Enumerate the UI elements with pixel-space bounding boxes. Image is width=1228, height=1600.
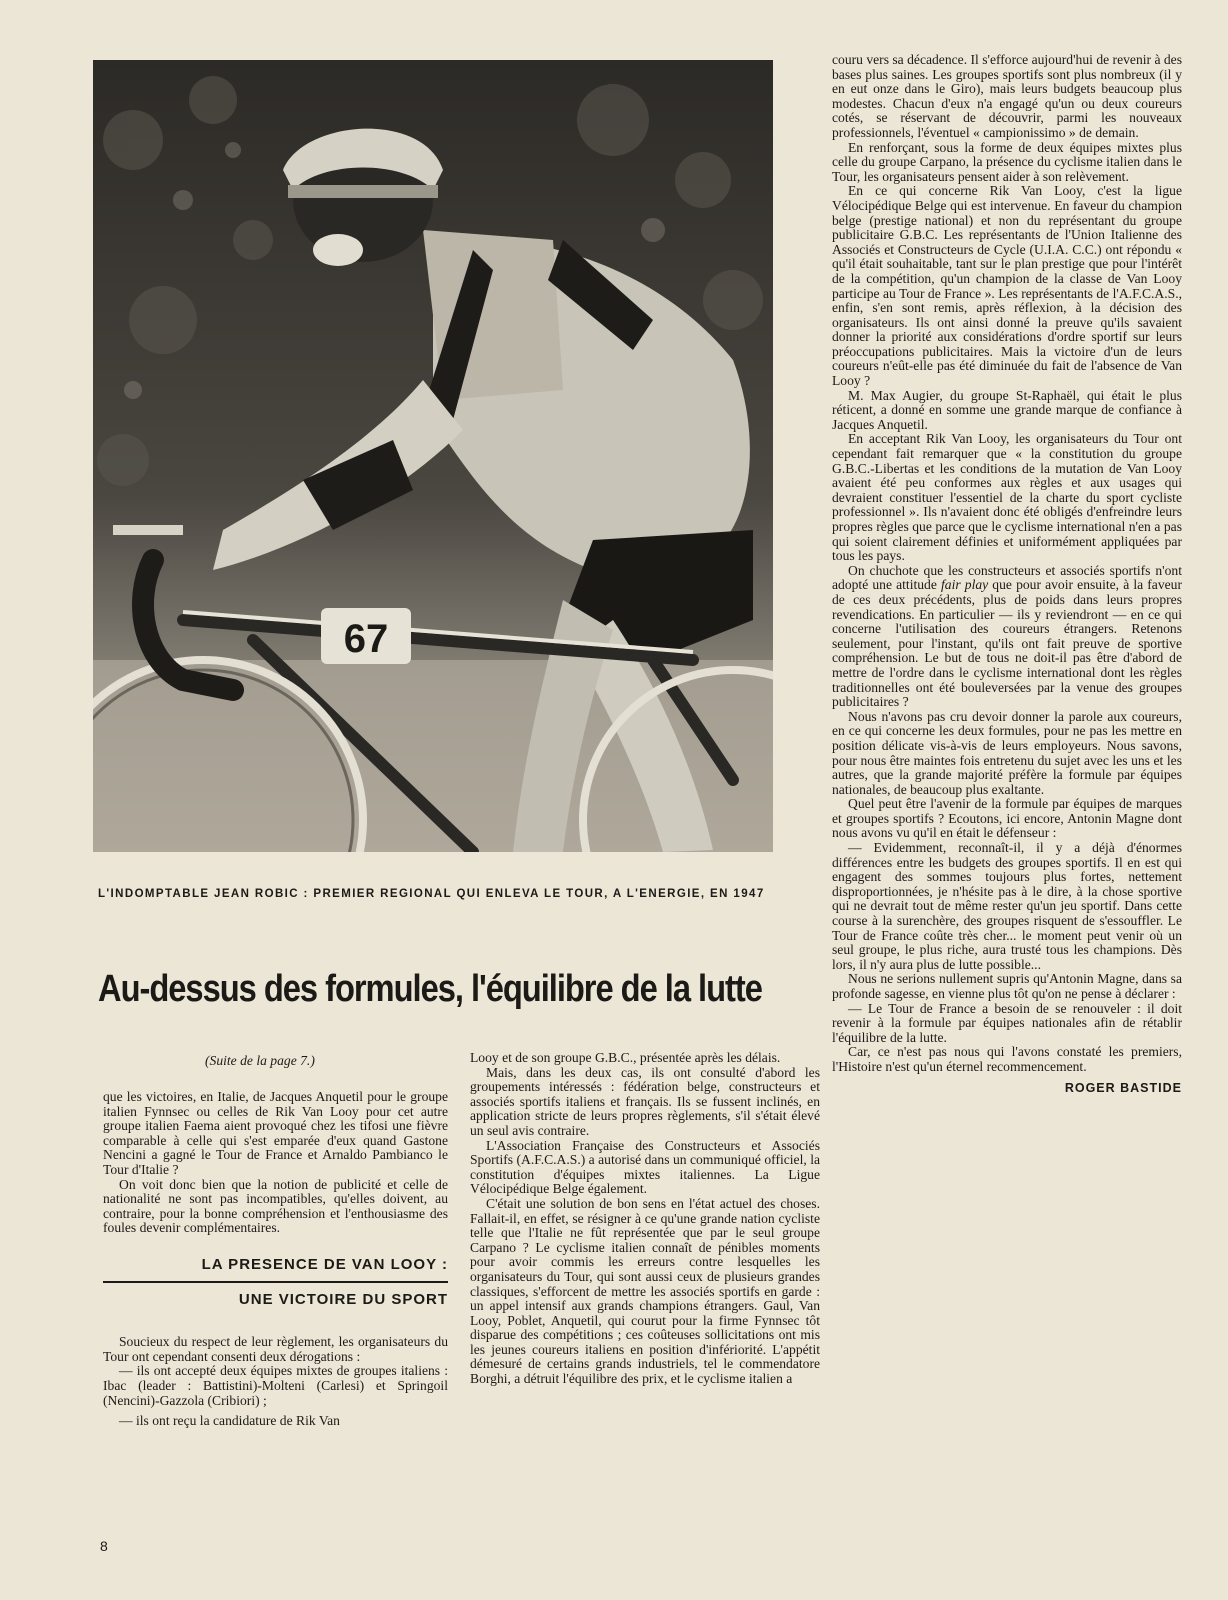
- paragraph: En renforçant, sous la forme de deux équipes mixtes plus celle du groupe Carpano, la présence du cyclisme italien dans le Tour, les organisateurs pensent aider à son relèvement.: [832, 139, 1182, 184]
- paragraph: En acceptant Rik Van Looy, les organisateurs du Tour ont cependant fait remarquer que « la constitution du groupe G.B.C.-Libertas et les conditions de la mutation de Van Looy avaient été peu conformes aux règles et aux usages qui devraient constituer l'essentiel de la charte du sport cycliste professionnel ». Ils n'avaient donc été obligés d'enfreindre leurs propres règles que parce que le cyclisme international n'en a pas qui soient clairement définies et uniformément appliquées par tous les pays.: [832, 431, 1182, 564]
- paragraph: — ils ont accepté deux équipes mixtes de groupes italiens : Ibac (leader : Battistini)-Molteni (Carlesi) et Springoil (Nencini)-Gazzola (Cribiori) ;: [103, 1363, 448, 1408]
- continuation-note: (Suite de la page 7.): [205, 1053, 315, 1068]
- author-signature: ROGER BASTIDE: [1064, 1080, 1182, 1095]
- paragraph: Looy et de son groupe G.B.C., présentée après les délais.: [470, 1050, 781, 1065]
- column-2: [470, 1051, 820, 1387]
- subheading-1: LA PRESENCE DE VAN LOOY :: [103, 1258, 448, 1283]
- paragraph: C'était une solution de bon sens en l'état actuel des choses. Fallait-il, en effet, se résigner à ce qu'une grande nation cycliste telle que l'Italie ne fût représentée que par le seul groupe Carpano ? Le cyclisme italien connaît de pénibles moments pour avoir commis les erreurs contre lesquelles les organisateurs du Tour, qui sont aussi ceux de plusieurs grandes classiques, s'efforcent de mettre les associés sportifs en garde : un appel intensif aux grands champions étrangers. Gaul, Van Looy, Poblet, Anquetil, qui courut pour la firme Fynnsec tôt disparue des compétitions ; ces coûteuses sollicitations ont mis les jeunes coureurs italiens en position d'infériorité. L'appétit démesuré de certains grands industriels, tel le commendatore Borghi, a détruit l'équilibre des prix, et le cyclisme italien a: [470, 1195, 820, 1387]
- paragraph: En ce qui concerne Rik Van Looy, c'est la ligue Vélocipédique Belge qui est intervenue. En faveur du champion belge (prestige national) et non du représentant du groupe publicitaire G.B.C. Les représentants de l'Union Italienne des Associés et Constructeurs de Cycle (U.I.A. C.C.) ont répondu « qu'il était souhaitable, tant sur le plan prestige que pour l'intérêt de la compétition, qu'un champion de la classe de Van Looy participe au Tour de France ». Les représentants de l'A.F.C.A.S., enfin, s'en sont remis, après réflexion, à la décision des organisateurs. Ils ont ainsi donné la preuve qu'ils savaient donner la priorité aux considérations d'ordre sportif sur leurs préoccupations publicitaires. Mais la victoire d'un de leurs coureurs n'eût-elle pas été diminuée du fait de l'absence de Van Looy ?: [832, 183, 1182, 389]
- paragraph: couru vers sa décadence. Il s'efforce aujourd'hui de revenir à des bases plus saines. Les groupes sportifs sont plus nombreux (il y en eut onze dans le Giro), mais leurs budgets beaucoup plus modestes. Chacun d'eux n'a engagé qu'un ou deux coureurs cotés, se réservant de découvrir, parmi les nouveaux professionnels, l'éventuel « campionissimo » de demain.: [832, 52, 1182, 140]
- column-3: [832, 53, 1182, 1095]
- article-headline: Au-dessus des formules, l'équilibre de la lutte: [98, 968, 762, 1010]
- subheading-2: UNE VICTOIRE DU SPORT: [238, 1290, 448, 1308]
- paragraph: Quel peut être l'avenir de la formule par équipes de marques et groupes sportifs ? Ecoutons, ici encore, Antonin Magne dont nous avons vu qu'il en était le défenseur :: [832, 796, 1182, 841]
- paragraph: Nous n'avons pas cru devoir donner la parole aux coureurs, en ce qui concerne les deux formules, pour ne pas les mettre en position délicate vis-à-vis de leurs employeurs. Nous savons, pour nous être maintes fois entretenu du sujet avec les uns et les autres, que la grande majorité préfère la formule par équipes nationales, de beaucoup plus exaltante.: [832, 708, 1182, 797]
- paragraph: — Evidemment, reconnaît-il, il y a déjà d'énormes différences entre les budgets des groupes sportifs. Il en est qui engagent des sommes toujours plus fortes, nettement disproportionnées, je n'hésite pas à le dire, à la chose sportive qui ne devrait tout de même rester qu'un jeu sportif. Dans cette course à la surenchère, des groupes risquent de s'essouffler. Le Tour de France coûte très cher... le moment peut venir où un seul groupe, le plus riche, aura trusté tous les champions. Dès lors, il n'y aura plus de lutte possible...: [832, 840, 1182, 972]
- bib-number: 67: [343, 617, 389, 661]
- paragraph: que les victoires, en Italie, de Jacques Anquetil pour le groupe italien Fynnsec ou celles de Rik Van Looy pour cet autre groupe italien Faema aient provoqué chez les tifosi une fièvre comparable à celle qui s'est emparée d'eux quand Gastone Nencini a gagné le Tour de France et Arnaldo Pambianco le Tour d'Italie ?: [103, 1089, 448, 1177]
- cyclist-photo-icon: [93, 60, 773, 852]
- paragraph: On voit donc bien que la notion de publicité et celle de nationalité ne sont pas incompatibles, qu'elles doivent, au contraire, pour la bonne compréhension et l'enthousiasme des foules devenir complémentaires.: [103, 1176, 448, 1236]
- paragraph: [832, 564, 1182, 710]
- cyclist-photo: [93, 60, 773, 852]
- paragraph: Mais, dans les deux cas, ils ont consulté d'abord les groupements intéressés : fédération belge, constructeurs et associés sportifs italiens et français. Ils se fussent inclinés, en application stricte de leurs propres règlements, s'il s'était élevé un seul avis contraire.: [470, 1064, 820, 1138]
- italic-phrase: fair play: [941, 577, 989, 593]
- paragraph: — ils ont reçu la candidature de Rik Van: [119, 1413, 340, 1429]
- paragraph: — Le Tour de France a besoin de se renouveler : il doit revenir à la formule par équipes nationales afin de rétablir l'équilibre de la lutte.: [832, 1000, 1182, 1045]
- paragraph: L'Association Française des Constructeurs et Associés Sportifs (A.F.C.A.S.) a autorisé dans un communiqué officiel, la constitution d'équipes mixtes italiennes. La Ligue Vélocipédique Belge également.: [470, 1137, 820, 1197]
- photo-caption: L'INDOMPTABLE JEAN ROBIC : PREMIER REGIONAL QUI ENLEVA LE TOUR, A L'ENERGIE, EN 1947: [98, 888, 765, 900]
- paragraph: M. Max Augier, du groupe St-Raphaël, qui était le plus réticent, a donné en somme une grande marque de confiance à Jacques Anquetil.: [832, 387, 1182, 432]
- column-1: [103, 1090, 448, 1429]
- paragraph: Car, ce n'est pas nous qui l'avons constaté les premiers, l'Histoire n'est qu'un éternel recommencement.: [832, 1044, 1182, 1074]
- page-number: 8: [100, 1538, 108, 1554]
- paragraph-part: On chuchote que les constructeurs et associés sportifs n'ont adopté une attitude: [832, 562, 1182, 593]
- paragraph: Nous ne serions nullement supris qu'Antonin Magne, dans sa profonde sagesse, en vienne plus tôt qu'on ne pense à déclarer :: [832, 971, 1182, 1001]
- paragraph-part: que pour avoir ensuite, à la faveur de ces deux précédents, plus de poids dans leurs propres revendications. En particulier — ils y reviendront — en ce qui concerne l'utilisation des coureurs étrangers. Retenons seulement, pour l'instant, qu'ils ont fait preuve de sportive compréhension. Le but de tous ne doit-il pas être d'abord de mettre de l'ordre dans le cyclisme international dont les règles traditionnelles ont été bouleversées par la venue des groupes publicitaires ?: [832, 577, 1182, 710]
- paragraph: Soucieux du respect de leur règlement, les organisateurs du Tour ont cependant consenti deux dérogations :: [103, 1334, 448, 1364]
